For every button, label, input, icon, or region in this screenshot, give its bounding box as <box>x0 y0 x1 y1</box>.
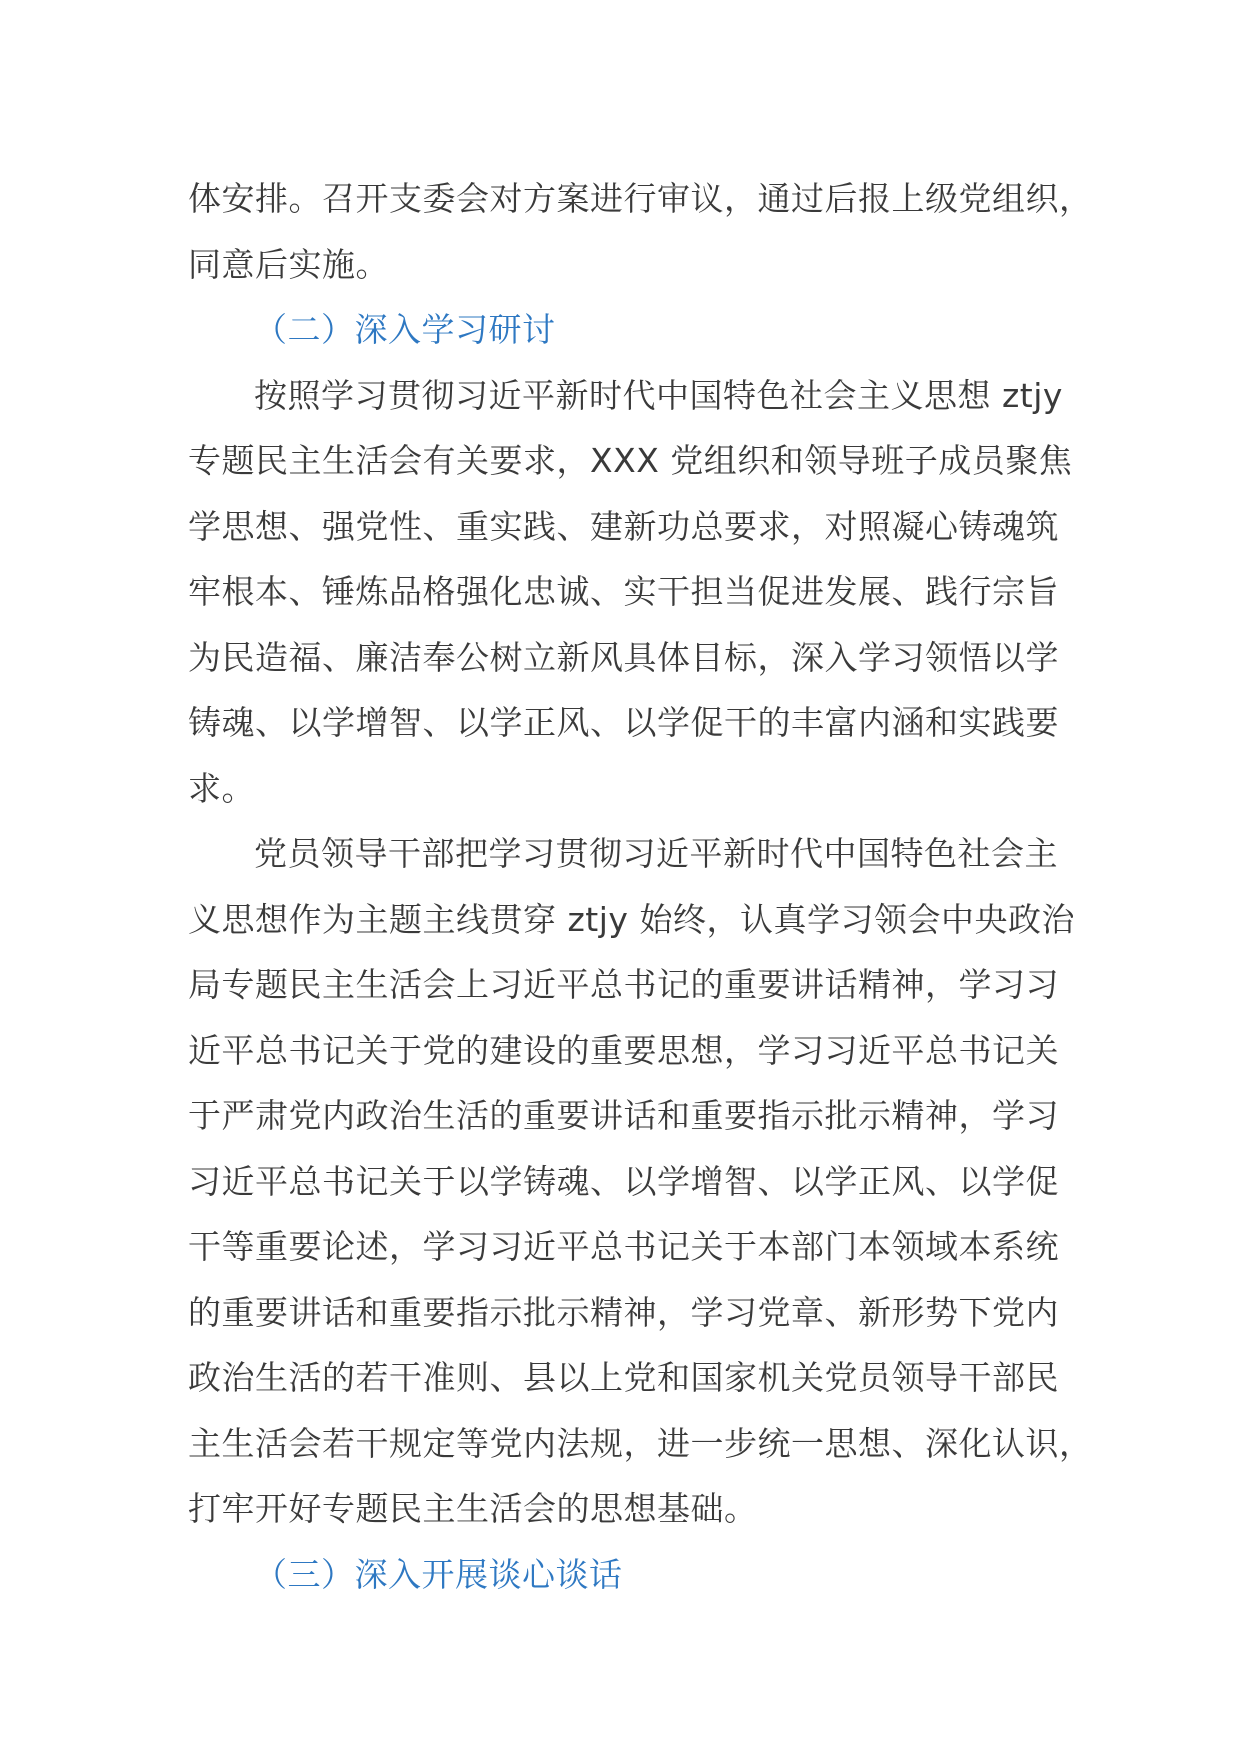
body-line: 习近平总书记关于以学铸魂、以学增智、以学正风、以学促 <box>188 1161 1059 1201</box>
body-line: 义思想作为主题主线贯穿 ztjy 始终，认真学习领会中央政治 <box>188 899 1075 939</box>
body-line: 专题民主生活会有关要求，XXX 党组织和领导班子成员聚焦 <box>188 441 1073 480</box>
body-line: 局专题民主生活会上习近平总书记的重要讲话精神，学习习 <box>188 965 1059 1004</box>
body-line: 主生活会若干规定等党内法规，进一步统一思想、深化认识， <box>188 1423 1093 1463</box>
body-line: 体安排。召开支委会对方案进行审议，通过后报上级党组织， <box>188 179 1093 218</box>
section-heading: （二）深入学习研讨 <box>254 310 556 349</box>
body-line: 政治生活的若干准则、县以上党和国家机关党员领导干部民 <box>188 1358 1059 1397</box>
body-line: 于严肃党内政治生活的重要讲话和重要指示批示精神，学习 <box>188 1096 1059 1135</box>
body-line: 干等重要论述，学习习近平总书记关于本部门本领域本系统 <box>188 1227 1059 1266</box>
body-line: 的重要讲话和重要指示批示精神，学习党章、新形势下党内 <box>188 1292 1059 1332</box>
paragraph-first-line: 党员领导干部把学习贯彻习近平新时代中国特色社会主 <box>254 834 1058 873</box>
body-line: 牢根本、锤炼品格强化忠诚、实干担当促进发展、践行宗旨 <box>188 572 1059 611</box>
body-line: 同意后实施。 <box>188 244 389 284</box>
paragraph-first-line: 按照学习贯彻习近平新时代中国特色社会主义思想 ztjy <box>254 375 1063 415</box>
document-page <box>188 166 1093 1607</box>
body-line: 打牢开好专题民主生活会的思想基础。 <box>188 1489 758 1528</box>
body-line: 为民造福、廉洁奉公树立新风具体目标，深入学习领悟以学 <box>188 637 1059 677</box>
body-line: 学思想、强党性、重实践、建新功总要求，对照凝心铸魂筑 <box>188 506 1059 546</box>
body-line: 求。 <box>188 768 255 808</box>
body-line: 铸魂、以学增智、以学正风、以学促干的丰富内涵和实践要 <box>188 703 1059 742</box>
section-heading: （三）深入开展谈心谈话 <box>254 1554 623 1594</box>
body-line: 近平总书记关于党的建设的重要思想，学习习近平总书记关 <box>188 1030 1059 1070</box>
